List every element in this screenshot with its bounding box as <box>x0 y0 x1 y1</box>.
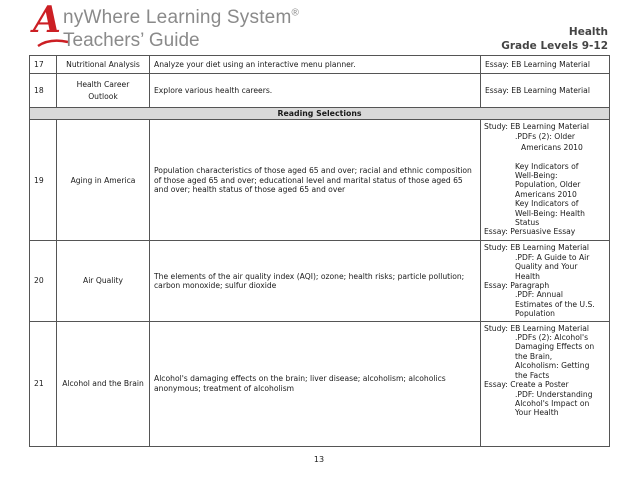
material-line: Key Indicators of <box>515 161 579 171</box>
lesson-table <box>29 55 610 447</box>
material-line: Alcohol's Impact on <box>515 398 590 408</box>
subject-label: Health <box>568 26 608 38</box>
material-line: Well-Being: Health <box>515 208 585 218</box>
material-line: Health <box>515 271 540 281</box>
material-line: Status <box>515 218 540 228</box>
row-number: 19 <box>30 120 57 241</box>
material-line: Well-Being: <box>515 171 558 181</box>
row-number: 17 <box>30 56 57 74</box>
material-line: .PDFs (2): Alcohol's <box>515 333 589 343</box>
table-row <box>30 120 610 241</box>
material-line: Essay: Paragraph <box>484 281 550 291</box>
page-header <box>0 0 638 56</box>
material-line: the Brain, <box>515 351 553 361</box>
row-material <box>481 321 610 446</box>
header-right <box>501 25 608 53</box>
material-line: Essay: Persuasive Essay <box>484 227 576 237</box>
logo-subtitle: Teachers’ Guide <box>63 30 200 51</box>
material-line: .PDF: Understanding <box>515 389 593 399</box>
registered-mark: ® <box>291 7 300 19</box>
material-line: Damaging Effects on <box>515 342 595 352</box>
row-topic: Aging in America <box>57 120 150 241</box>
table-row <box>30 74 610 108</box>
material-line: Americans 2010 <box>521 143 583 153</box>
row-description: The elements of the air quality index (AQI); ozone; health risks; particle pollution; carbon monoxide; sulfur dioxide <box>150 241 481 321</box>
table-row <box>30 321 610 446</box>
row-description: Alcohol's damaging effects on the brain; liver disease; alcoholism; alcoholics anonymous; treatment of alcoholism <box>150 321 481 446</box>
table-row <box>30 56 610 74</box>
row-material: Essay: EB Learning Material <box>481 74 610 108</box>
row-number: 18 <box>30 74 57 108</box>
material-line: Americans 2010 <box>515 189 577 199</box>
row-topic: Health Career Outlook <box>57 74 150 108</box>
material-line: Essay: Create a Poster <box>484 380 569 390</box>
material-line: Alcoholism: Getting <box>515 361 590 371</box>
material-line: .PDFs (2): Older <box>515 131 576 141</box>
material-line: Key Indicators of <box>515 199 579 209</box>
row-description: Analyze your diet using an interactive menu planner. <box>150 56 481 74</box>
material-line: Study: EB Learning Material <box>484 122 589 132</box>
row-description: Population characteristics of those aged 65 and over; racial and ethnic composition of those aged 65 and over; educational level and marital status of those aged 65 and over; health status of those aged 65 and over <box>150 120 481 241</box>
material-line: Your Health <box>515 408 559 418</box>
row-material <box>481 241 610 321</box>
logo-title <box>63 7 299 29</box>
row-description: Explore various health careers. <box>150 74 481 108</box>
row-topic: Alcohol and the Brain <box>57 321 150 446</box>
page-number: 13 <box>313 455 325 464</box>
material-line: Study: EB Learning Material <box>484 243 589 253</box>
logo-title-text: nyWhere Learning System <box>63 7 292 28</box>
material-line: Quality and Your <box>515 262 578 272</box>
grade-levels: Grade Levels 9-12 <box>501 40 608 52</box>
table-row <box>30 241 610 321</box>
row-topic: Air Quality <box>57 241 150 321</box>
row-number: 20 <box>30 241 57 321</box>
row-material <box>481 120 610 241</box>
material-line: Population, Older <box>515 180 581 190</box>
material-line: .PDF: Annual <box>515 290 563 300</box>
material-line: the Facts <box>515 370 550 380</box>
material-line: Study: EB Learning Material <box>484 323 589 333</box>
section-header-row <box>30 108 610 120</box>
material-line: Estimates of the U.S. <box>515 299 595 309</box>
row-number: 21 <box>30 321 57 446</box>
row-topic: Nutritional Analysis <box>57 56 150 74</box>
section-title: Reading Selections <box>30 108 610 120</box>
material-line: Population <box>515 309 555 319</box>
material-line: .PDF: A Guide to Air <box>515 252 590 262</box>
row-material: Essay: EB Learning Material <box>481 56 610 74</box>
logo-letter: A <box>33 0 61 41</box>
